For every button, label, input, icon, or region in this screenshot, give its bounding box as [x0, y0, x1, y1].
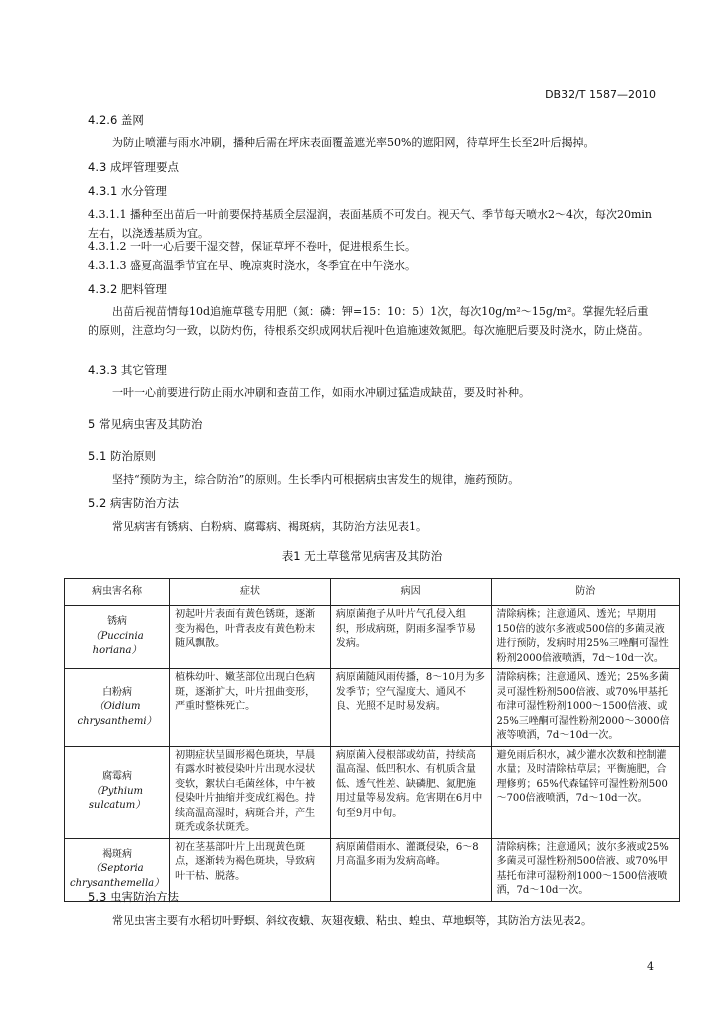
cause-cell: 病原菌借雨水、灌溉侵染，6～8月高温多雨为发病高峰。	[330, 838, 491, 901]
col-header-cause: 病因	[330, 579, 491, 606]
table-row	[65, 746, 680, 838]
control-cell: 避免雨后积水，减少灌水次数和控制灌水量；及时清除枯草层；平衡施肥，合理修剪；65%代森锰锌可湿性粉剂500～700倍液喷洒，7d～10d一次。	[491, 746, 679, 838]
disease-latin-name: （Pythium sulcatum）	[88, 785, 146, 812]
paragraph: 4.3.1.3 盛夏高温季节宜在早、晚凉爽时浇水，冬季宜在中午浇水。	[88, 259, 416, 272]
disease-name: 褐斑病	[102, 848, 133, 860]
section-heading: 4.3.1 水分管理	[88, 184, 167, 198]
disease-name: 腐霉病	[102, 771, 133, 783]
paragraph: 4.3.1.1 播种至出苗后一叶前要保持基质全层湿润，表面基质不可发白。视天气、季节每天喷水2～4次，每次20min左右，以浇透基质为宜。	[88, 208, 653, 240]
control-cell: 清除病株；注意通风；波尔多液或25%多菌灵可湿性粉剂500倍液、或70%甲基托布津可湿粉剂1000～1500倍液喷洒，7d～10d一次。	[491, 838, 679, 901]
paragraph: 一叶一心前要进行防止雨水冲刷和查苗工作，如雨水冲刷过猛造成缺苗，要及时补种。	[112, 386, 530, 399]
disease-name-cell	[65, 606, 170, 669]
disease-name-cell	[65, 669, 170, 747]
control-cell: 清除病株；注意通风、透光；早期用150倍的波尔多液或500倍的多菌灵液进行预防，发病时用25%三唑酮可湿性粉剂2000倍液喷洒，7d～10d一次。	[491, 606, 679, 669]
section-heading: 5 常见病虫害及其防治	[88, 417, 203, 431]
disease-latin-name: （Puccinia horiana）	[90, 630, 144, 657]
cause-cell: 病原菌入侵根部或幼苗，持续高温高湿、低凹积水、有机质含量低、透气性差、缺磷肥、氮肥施用过量等易发病。危害期在6月中旬至9月中旬。	[330, 746, 491, 838]
paragraph: 常见虫害主要有水稻切叶野螟、斜纹夜蛾、灰翅夜蛾、粘虫、蝗虫、草地螟等，其防治方法见表2。	[112, 914, 592, 927]
disease-table	[64, 578, 680, 902]
symptom-cell: 初在茎基部叶片上出现黄色斑点，逐渐转为褐色斑块，导致病叶干枯、脱落。	[170, 838, 331, 901]
paragraph: 4.3.1.2 一叶一心后要干湿交替，保证草坪不卷叶，促进根系生长。	[88, 240, 416, 253]
col-header-control: 防治	[491, 579, 679, 606]
symptom-cell: 初起叶片表面有黄色锈斑，逐渐变为褐色，叶背表皮有黄色粉末随风飘散。	[170, 606, 331, 669]
page-number: 4	[647, 960, 654, 973]
cause-cell: 病原菌随风雨传播，8～10月为多发季节；空气湿度大、通风不良、光照不足时易发病。	[330, 669, 491, 747]
symptom-cell: 植株幼叶、嫩茎部位出现白色病斑，逐渐扩大，叶片扭曲变形，严重时整株死亡。	[170, 669, 331, 747]
paragraph: 为防止喷灌与雨水冲刷，播种后需在坪床表面覆盖遮光率50%的遮阳网，待草坪生长至2叶后揭掉。	[112, 136, 595, 149]
section-heading: 4.3 成坪管理要点	[88, 160, 179, 174]
section-heading: 5.1 防治原则	[88, 449, 156, 463]
disease-latin-name: （Septoria chrysanthemella）	[70, 863, 165, 889]
section-heading: 5.3 虫害防治方法	[88, 890, 179, 904]
disease-latin-name: （Oidium chrysanthemi）	[77, 701, 157, 727]
table-header-row	[65, 579, 680, 606]
disease-name: 锈病	[107, 616, 128, 628]
disease-name: 白粉病	[102, 686, 133, 698]
paragraph: 坚持“预防为主，综合防治”的原则。生长季内可根据病虫害发生的规律，施药预防。	[112, 473, 520, 486]
cause-cell: 病原菌孢子从叶片气孔侵入组织，形成病斑，阴雨多湿季节易发病。	[330, 606, 491, 669]
table-row	[65, 669, 680, 747]
paragraph: 出苗后视苗情每10d追施草毯专用肥（氮：磷：钾=15：10：5）1次，每次10g/m²～15g/m²。掌握先轻后重的原则，注意均匀一致，以防灼伤，待根系交织成网状后视叶色追施速效氮肥。每次施肥后要及时浇水，防止烧苗。	[88, 305, 649, 337]
section-heading: 4.3.3 其它管理	[88, 363, 167, 377]
table-caption: 表1 无土草毯常见病害及其防治	[281, 549, 443, 563]
section-heading: 4.3.2 肥料管理	[88, 282, 167, 296]
section-heading: 4.2.6 盖网	[88, 113, 144, 127]
col-header-symptom: 症状	[170, 579, 331, 606]
control-cell: 清除病株；注意通风、透光；25%多菌灵可湿性粉剂500倍液、或70%甲基托布津可湿性粉剂1000～1500倍液、或25%三唑酮可湿性粉剂2000～3000倍液等喷洒，7d～10d一次。	[491, 669, 679, 747]
section-heading: 5.2 病害防治方法	[88, 496, 179, 510]
symptom-cell: 初期症状呈圆形褐色斑块，早晨有露水时被侵染叶片出现水浸状变软，絮状白毛菌丝体，中午被侵染叶片抽缩并变成红褐色。持续高温高湿时，病斑合并，产生斑秃或条状斑秃。	[170, 746, 331, 838]
paragraph: 常见病害有锈病、白粉病、腐霉病、褐斑病，其防治方法见表1。	[112, 520, 427, 533]
disease-name-cell	[65, 838, 170, 901]
table-row	[65, 606, 680, 669]
table-row	[65, 838, 680, 901]
disease-name-cell	[65, 746, 170, 838]
col-header-name: 病虫害名称	[65, 579, 170, 606]
standard-number: DB32/T 1587—2010	[545, 88, 656, 101]
